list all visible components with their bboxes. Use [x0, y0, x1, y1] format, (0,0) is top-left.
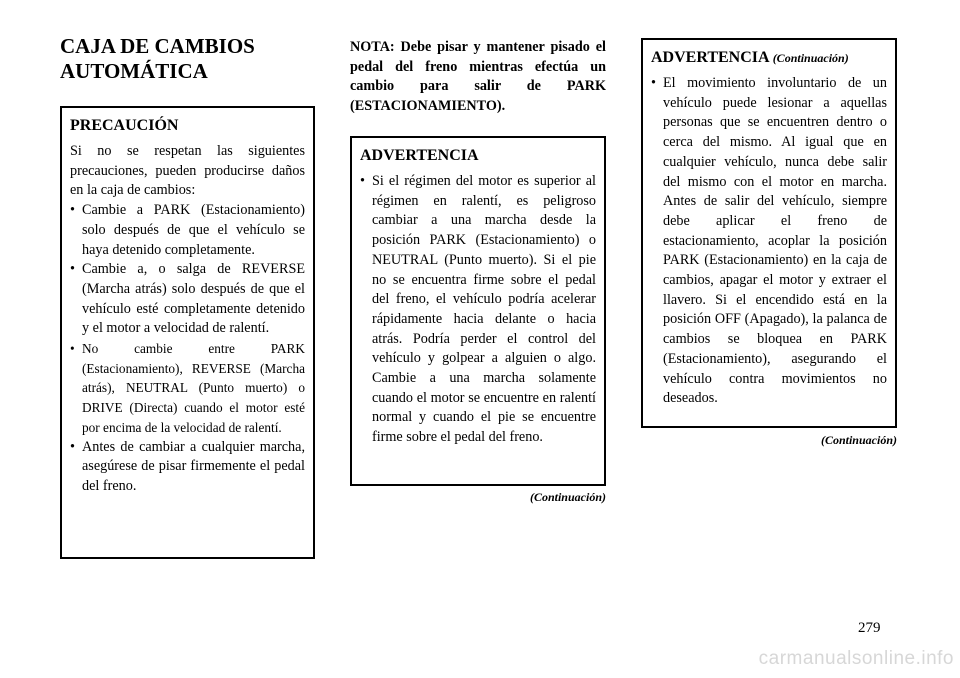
- warning-list: [360, 172, 596, 448]
- precaution-item: • Antes de cambiar a cualquier marcha, asegúrese de pisar firmemente el pedal del freno.: [70, 438, 305, 494]
- warning-cont-continuation: (Continuación): [820, 433, 897, 447]
- bullet-icon: •: [70, 202, 75, 219]
- section-title: CAJA DE CAMBIOS AUTOMÁTICA: [60, 34, 255, 83]
- warning-cont-item: • El movimiento involuntario de un vehículo puede lesionar a aquellas personas que se encuentren dentro o cerca del mismo. Al igual que en cualquier vehículo, nunca debe salir del mismo con el motor en marcha. Antes de salir del vehículo, siempre debe aplicar el freno de estacionamiento, acoplar la posición PARK (Estacionamiento) en la caja de cambios, apagar el motor y extraer el llavero. Si el encendido está en la posición OFF (Apagado), la palanca de cambios se bloquea en PARK (Estacionamiento), asegurando el vehículo contra movimientos no deseados.: [651, 75, 887, 407]
- precaution-item: • Cambie a, o salga de REVERSE (Marcha atrás) solo después de que el vehículo esté completamente detenido y el motor a velocidad de ralentí.: [70, 261, 305, 337]
- warning-item: • Si el régimen del motor es superior al régimen en ralentí, es peligroso cambiar a una marcha desde la posición PARK (Estacionamiento) o NEUTRAL (Punto muerto). Si el pie no se encuentra firme sobre el pedal del freno, el vehículo podría acelerar rápidamente hacia delante o hacia atrás. Podría perder el control del vehículo y golpear a alguien o algo. Cambie a una marcha solamente cuando el motor se encuentre en ralentí normal y cuando el pie se encuentre firme sobre el pedal del freno.: [360, 173, 596, 446]
- warning-box: [350, 136, 606, 486]
- precaution-title: PRECAUCIÓN: [70, 117, 179, 134]
- bullet-icon: •: [70, 261, 75, 278]
- precaution-box: [60, 106, 315, 559]
- page-number: 279: [858, 620, 881, 636]
- bullet-icon: •: [651, 75, 656, 91]
- bullet-icon: •: [70, 438, 75, 455]
- precaution-item: • No cambie entre PARK (Estacionamiento), REVERSE (Marcha atrás), NEUTRAL (Punto muerto) o DRIVE (Directa) cuando el motor esté por encima de la velocidad de ralentí.: [70, 341, 305, 435]
- warning-title: ADVERTENCIA: [360, 147, 479, 164]
- warning-box-continued: [641, 38, 897, 428]
- precaution-intro: Si no se respetan las siguientes precauciones, pueden producirse daños en la caja de cambios:: [70, 143, 305, 199]
- bullet-icon: •: [360, 173, 365, 189]
- watermark: carmanualsonline.info: [758, 648, 954, 669]
- warning-continuation: (Continuación): [529, 490, 606, 504]
- bullet-icon: •: [70, 341, 75, 357]
- warning-cont-title: ADVERTENCIA (Continuación): [651, 49, 849, 66]
- warning-cont-suffix: (Continuación): [772, 51, 849, 65]
- note-paragraph: NOTA: Debe pisar y mantener pisado el pedal del freno mientras efectúa un cambio para salir de PARK (ESTACIONAMIENTO).: [350, 39, 606, 115]
- precaution-list: [70, 201, 305, 497]
- precaution-item: • Cambie a PARK (Estacionamiento) solo después de que el vehículo se haya detenido completamente.: [70, 202, 305, 258]
- warning-cont-list: [651, 74, 887, 409]
